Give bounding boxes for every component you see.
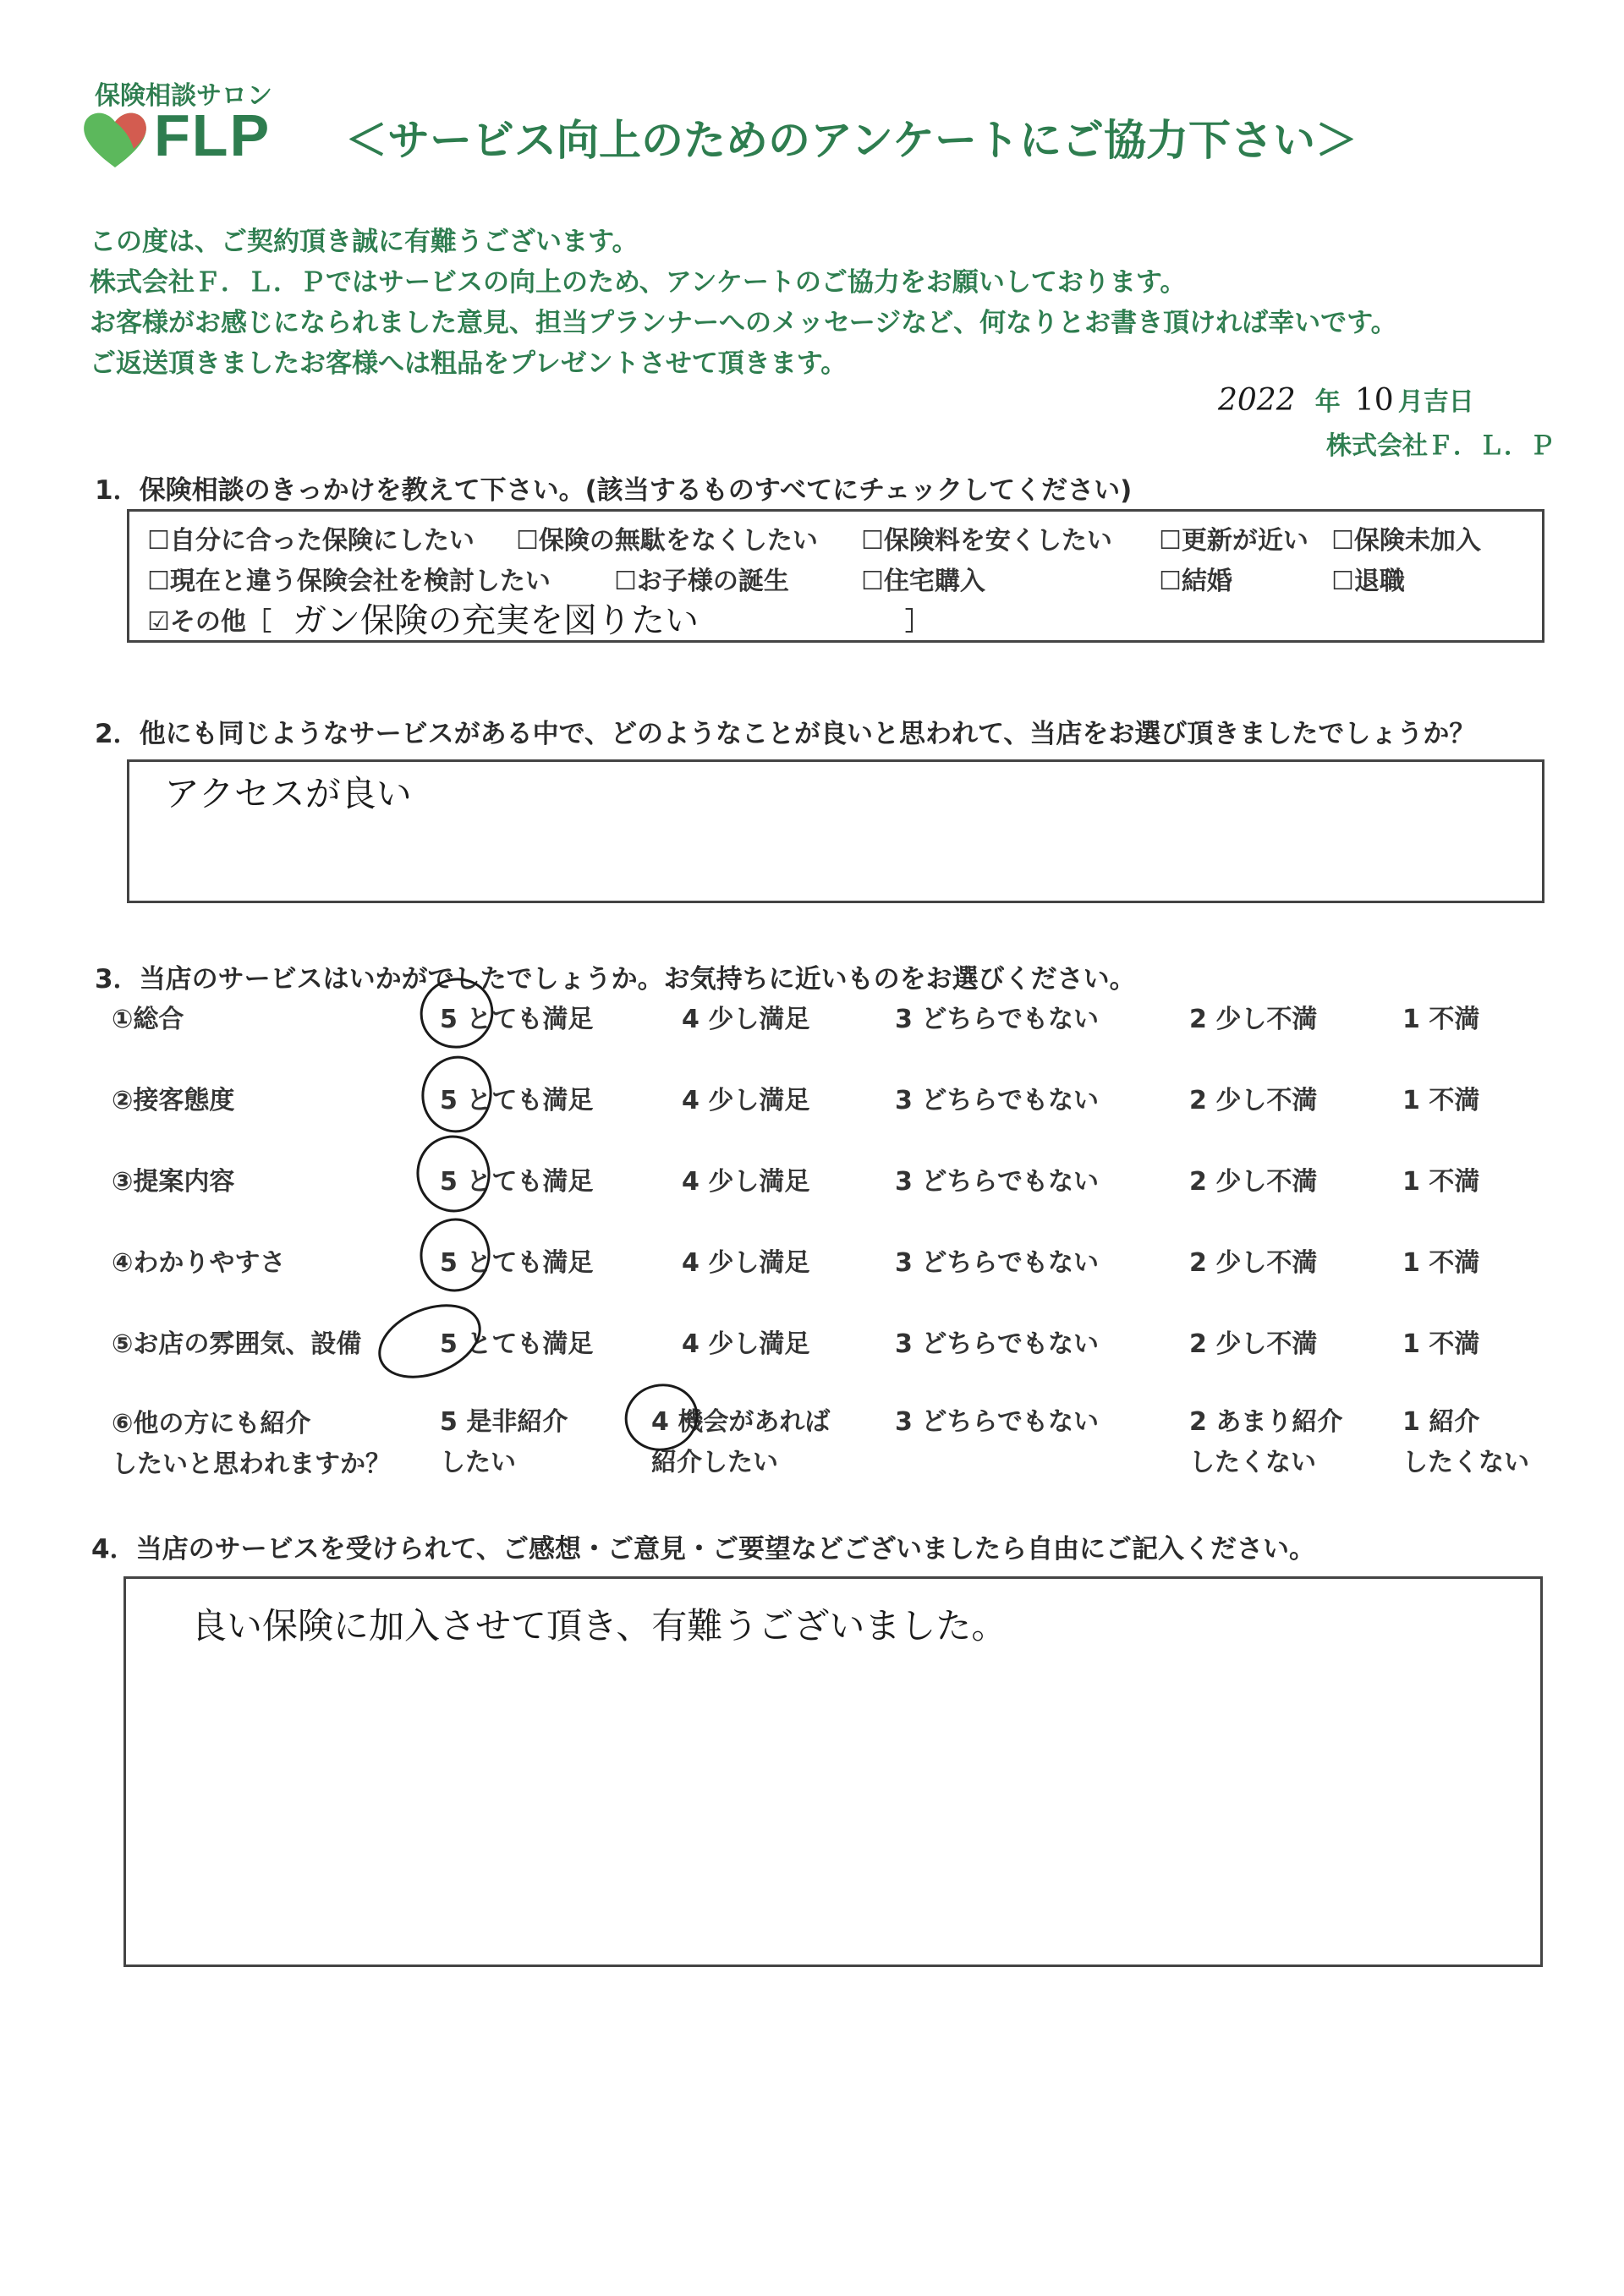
q1-option[interactable]: ☐お子様の誕生 [614,567,789,596]
q3-option-1[interactable]: 1 不満 [1402,1329,1480,1359]
q3-referral-option-3[interactable]: 3 どちらでもない [895,1407,1100,1437]
q3-option-4[interactable]: 4 少し満足 [682,1167,810,1197]
q1-other-close: ］ [905,607,930,637]
q3-option-1[interactable]: 1 不満 [1402,1086,1480,1115]
q3-referral-label: ⑥他の方にも紹介 したいと思われますか？ [112,1409,391,1479]
q1-option[interactable]: ☐保険の無駄をなくしたい [516,526,818,556]
q3-option-2[interactable]: 2 少し不満 [1189,1086,1318,1115]
q1-option[interactable]: ☐更新が近い [1159,526,1309,556]
q3-referral-option-4[interactable]: 4 機会があれば 紹介したい [651,1407,831,1477]
q3-item-label: ①総合 [112,1005,184,1034]
selection-circle [417,1215,494,1295]
q3-referral-option-5[interactable]: 5 是非紹介 したい [440,1407,568,1477]
selection-circle [412,1131,495,1216]
q3-option-3[interactable]: 3 どちらでもない [895,1248,1100,1278]
selection-circle [414,971,500,1055]
q3-option-1[interactable]: 1 不満 [1402,1248,1480,1278]
intro-line: ご返送頂きましたお客様へは粗品をプレゼントさせて頂きます。 [90,348,848,379]
q3-option-3[interactable]: 3 どちらでもない [895,1005,1100,1034]
q1-option[interactable]: ☐保険料を安くしたい [861,526,1112,556]
q3-option-3[interactable]: 3 どちらでもない [895,1086,1100,1115]
q4-answer-handwritten: 良い保険に加入させて頂き、有難うございました。 [191,1605,1007,1647]
q3-option-4[interactable]: 4 少し満足 [682,1248,810,1278]
q3-option-4[interactable]: 4 少し満足 [682,1005,810,1034]
selection-circle [620,1378,703,1456]
q1-other-handwritten: ガン保険の充実を図りたい [293,601,699,640]
q3-item-label: ④わかりやすさ [112,1248,286,1278]
q3-option-4[interactable]: 4 少し満足 [682,1329,810,1359]
intro-line: この度は、ご契約頂き誠に有難うございます。 [90,227,639,257]
date-year-handwritten: 2022 [1218,383,1296,418]
q3-referral-option-1[interactable]: 1 紹介 したくない [1402,1407,1529,1477]
q3-option-1[interactable]: 1 不満 [1402,1005,1480,1034]
q2-heading: 2．他にも同じようなサービスがある中で、どのようなことが良いと思われて、当店をお選び頂きましたでしょうか？ [95,719,1476,749]
q1-heading: 1．保険相談のきっかけを教えて下さい。(該当するものすべてにチェックしてください) [95,475,1133,506]
q1-option[interactable]: ☐住宅購入 [861,567,985,596]
q1-option[interactable]: ☐現在と違う保険会社を検討したい [147,567,551,596]
brand-name: FLP [154,102,272,168]
date-month-handwritten: 10 [1354,383,1394,418]
q3-option-2[interactable]: 2 少し不満 [1189,1005,1318,1034]
date-year-label: 年 [1314,387,1341,417]
q3-option-2[interactable]: 2 少し不満 [1189,1248,1318,1278]
intro-line: 株式会社Ｆ．Ｌ．Ｐではサービスの向上のため、アンケートのご協力をお願いしております。 [90,267,1187,298]
q3-option-3[interactable]: 3 どちらでもない [895,1329,1100,1359]
brand-subtitle: 保険相談サロン [95,81,272,111]
q3-heading: 3．当店のサービスはいかがでしたでしょうか。お気持ちに近いものをお選びください。 [95,964,1136,995]
page-title: ＜サービス向上のためのアンケートにご協力下さい＞ [345,116,1358,165]
intro-line: お客様がお感じになられました意見、担当プランナーへのメッセージなど、何なりとお書き頂ければ幸いです。 [90,308,1397,338]
q3-option-1[interactable]: 1 不満 [1402,1167,1480,1197]
q1-option[interactable]: ☐自分に合った保険にしたい [147,526,475,556]
q1-option[interactable]: ☐退職 [1331,567,1405,596]
q3-option-5[interactable]: 5 とても満足 [440,1086,594,1115]
q3-item-label: ⑤お店の雰囲気、設備 [112,1329,362,1359]
q3-item-label: ②接客態度 [112,1086,235,1115]
q1-option[interactable]: ☐結婚 [1159,567,1232,596]
q3-option-4[interactable]: 4 少し満足 [682,1086,810,1115]
q4-heading: 4．当店のサービスを受けられて、ご感想・ご意見・ご要望などございましたら自由にご記入ください。 [91,1534,1315,1564]
date-month-label: 月吉日 [1397,387,1474,417]
selection-circle [369,1292,490,1391]
q3-option-2[interactable]: 2 少し不満 [1189,1167,1318,1197]
company-name: 株式会社Ｆ．Ｌ．Ｐ [1326,431,1555,461]
q1-option[interactable]: ☐保険未加入 [1331,526,1481,556]
q3-option-3[interactable]: 3 どちらでもない [895,1167,1100,1197]
q2-answer-handwritten: アクセスが良い [164,773,412,814]
q3-option-5[interactable]: 5 とても満足 [440,1248,594,1278]
q3-option-2[interactable]: 2 少し不満 [1189,1329,1318,1359]
q3-option-5[interactable]: 5 とても満足 [440,1005,594,1034]
q3-option-5[interactable]: 5 とても満足 [440,1329,594,1359]
q1-option-other[interactable]: ☑その他［ [147,607,272,637]
q3-referral-option-2[interactable]: 2 あまり紹介 したくない [1189,1407,1343,1477]
q3-item-label: ③提案内容 [112,1167,235,1197]
q3-option-5[interactable]: 5 とても満足 [440,1167,594,1197]
selection-circle [417,1052,497,1137]
